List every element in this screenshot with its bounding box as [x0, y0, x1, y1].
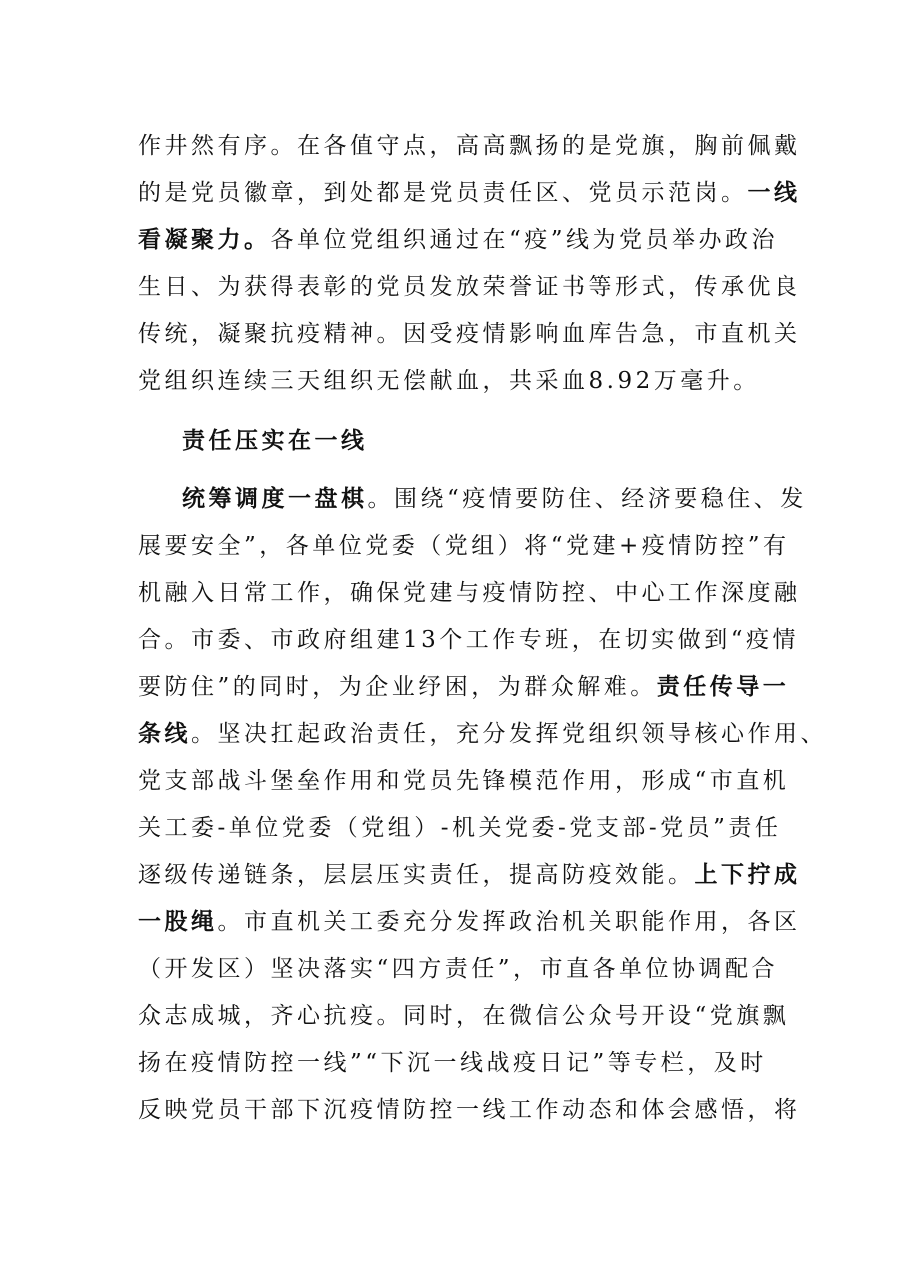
paragraph-line [138, 366, 760, 396]
paragraph-line [138, 225, 778, 255]
text-run: 党支部战斗堡垒作用和党员先锋模范作用，形成“市直机 [138, 768, 790, 794]
text-run: 各单位党组织通过在“疫”线为党员举办政治 [270, 227, 779, 253]
bold-lead-phrase: 条线 [138, 721, 191, 747]
text-run: 要防住”的同时，为企业纾困，为群众解难。 [138, 674, 657, 700]
text-run: 。坚决扛起政治责任，充分发挥党组织领导核心作用、 [191, 721, 827, 747]
text-run: 作井然有序。在各值守点，高高飘扬的是党旗，胸前佩戴 [138, 133, 801, 159]
paragraph-line [138, 319, 801, 349]
bold-lead-phrase: 统筹调度一盘棋 [182, 486, 368, 512]
text-run: 扬在疫情防控一线”“下沉一线战疫日记”等专栏，及时 [138, 1050, 767, 1076]
text-run: 反映党员干部下沉疫情防控一线工作动态和体会感悟，将 [138, 1097, 801, 1123]
bold-lead-phrase: 责任传导一 [656, 674, 790, 700]
text-run: （开发区）坚决落实“四方责任”，市直各单位协调配合 [138, 956, 779, 982]
paragraph-line [138, 907, 801, 937]
paragraph-line [138, 531, 790, 561]
paragraph-line [138, 178, 801, 208]
text-run: 展要安全”，各单位党委（党组）将“党建+疫情防控”有 [138, 533, 790, 559]
paragraph-line [138, 860, 801, 890]
text-run: 关工委-单位党委（党组）-机关党委-党支部-党员”责任 [138, 815, 782, 841]
text-run: 的是党员徽章，到处都是党员责任区、党员示范岗。 [138, 180, 748, 206]
bold-lead-phrase: 看凝聚力。 [138, 227, 271, 253]
text-run: 生日、为获得表彰的党员发放荣誉证书等形式，传承优良 [138, 274, 801, 300]
paragraph-line [138, 766, 789, 796]
paragraph-line [138, 131, 801, 161]
paragraph-line [182, 484, 807, 514]
paragraph-line [138, 1095, 801, 1125]
paragraph-line [138, 672, 789, 702]
heading-text: 责任压实在一线 [182, 428, 368, 454]
text-run: 合。市委、市政府组建13个工作专班，在切实做到“疫情 [138, 627, 800, 653]
text-run: 党组织连续三天组织无偿献血，共采血8.92万毫升。 [138, 368, 760, 394]
text-run: 逐级传递链条，层层压实责任，提高防疫效能。 [138, 862, 695, 888]
text-run: 机融入日常工作，确保党建与疫情防控、中心工作深度融 [138, 580, 801, 606]
text-run: 传统，凝聚抗疫精神。因受疫情影响血库告急，市直机关 [138, 321, 801, 347]
section-heading [182, 426, 368, 456]
paragraph-line [138, 578, 801, 608]
text-run: 。市直机关工委充分发挥政治机关职能作用，各区 [217, 909, 801, 935]
bold-lead-phrase: 一股绳 [138, 909, 218, 935]
bold-lead-phrase: 上下拧成 [694, 862, 801, 888]
paragraph-line [138, 1048, 767, 1078]
bold-lead-phrase: 一线 [747, 180, 801, 206]
text-run: 。围绕“疫情要防住、经济要稳住、发 [367, 486, 807, 512]
paragraph-line [138, 954, 778, 984]
text-run: 众志成城，齐心抗疫。同时，在微信公众号开设“党旗飘 [138, 1003, 790, 1029]
paragraph-line [138, 813, 781, 843]
paragraph-line [138, 272, 801, 302]
paragraph-line [138, 1001, 789, 1031]
paragraph-line [138, 719, 827, 749]
paragraph-line [138, 625, 799, 655]
